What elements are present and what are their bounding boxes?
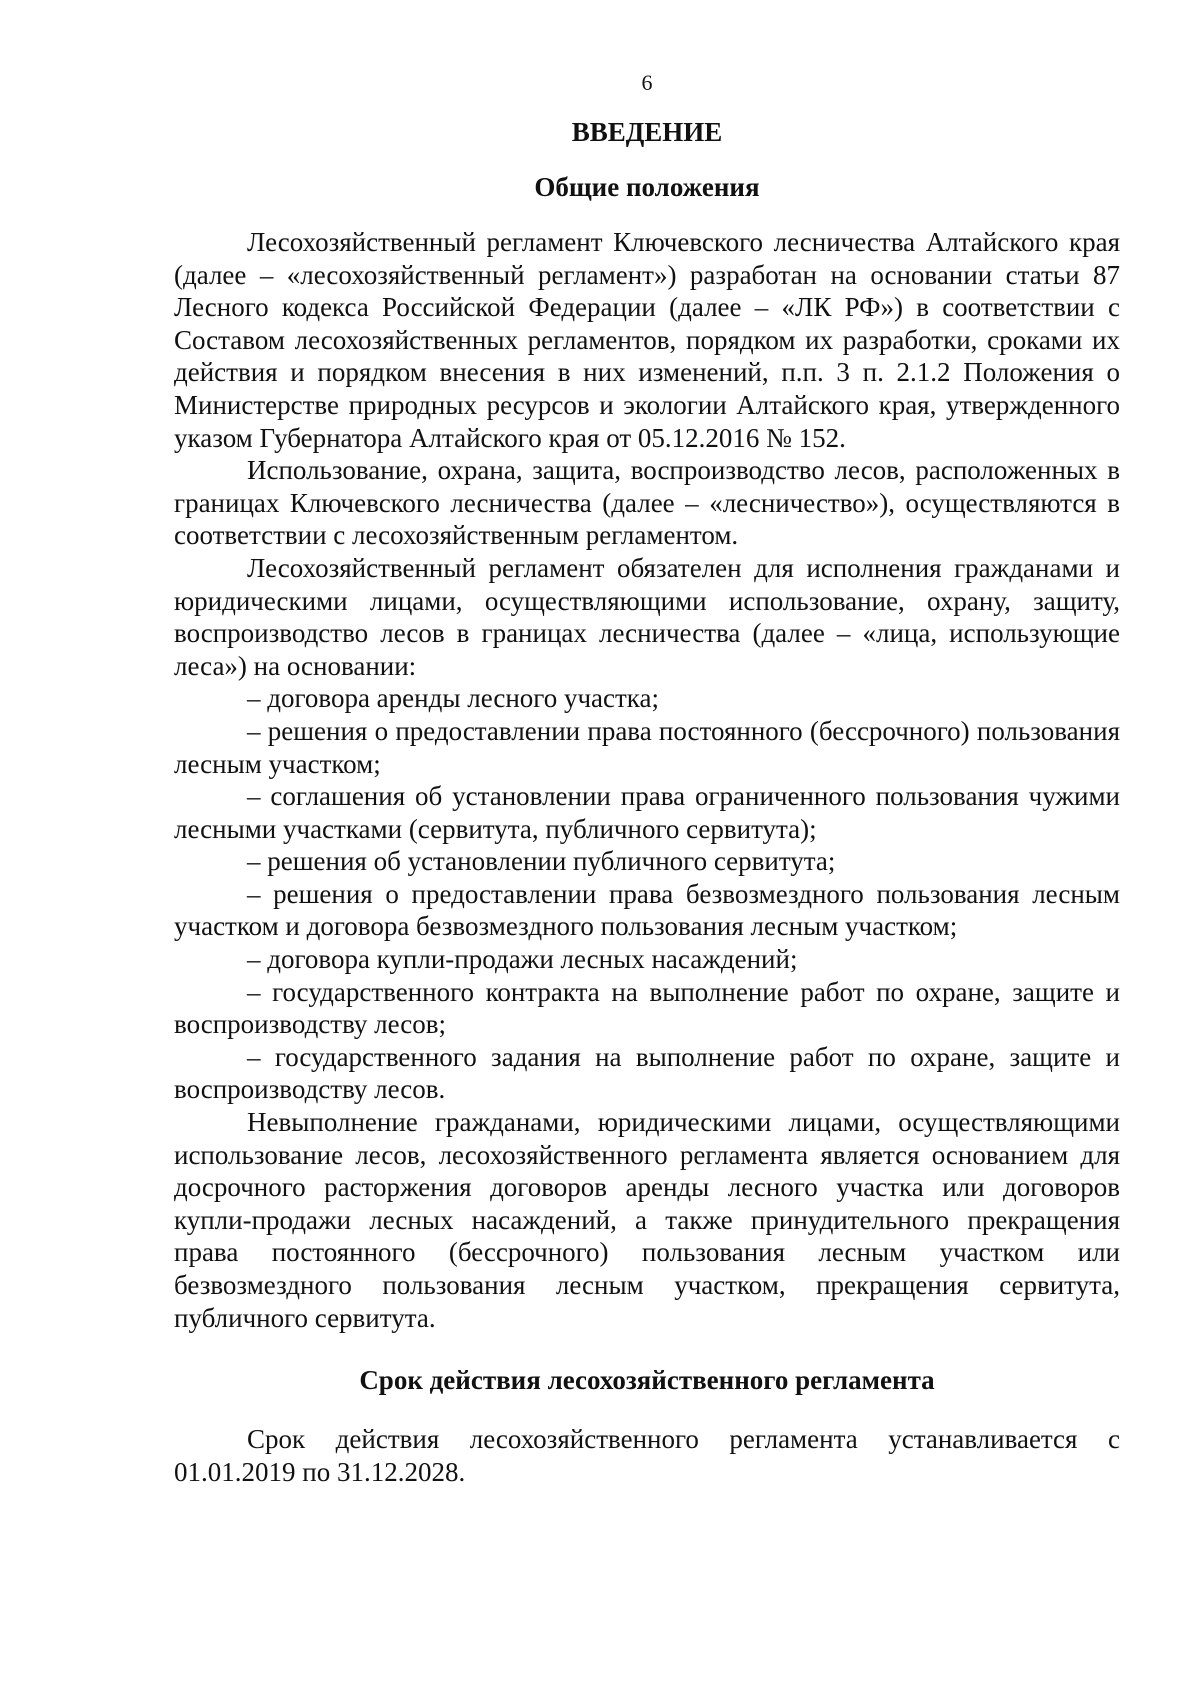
list-item-state-contract: – государственного контракта на выполнение работ по охране, защите и воспроизводству лесов; xyxy=(174,976,1120,1040)
list-item-state-assignment: – государственного задания на выполнение работ по охране, защите и воспроизводству лесов. xyxy=(174,1041,1120,1105)
page-number: 6 xyxy=(641,70,653,95)
paragraph-non-compliance: Невыполнение гражданами, юридическими лицами, осуществляющими использование лесов, лесохозяйственного регламента является основанием для досрочного расторжения договоров аренды лесного участка или договоров купли-продажи лесных насаждений, а также принудительного прекращения права постоянного (бессрочного) пользования лесным участком или безвозмездного пользования лесным участком, прекращения сервитута, публичного сервитута. xyxy=(174,1107,1120,1333)
paragraph-forest-use: Использование, охрана, защита, воспроизводство лесов, расположенных в границах Ключевского лесничества (далее – «лесничество»), осуществляются в соответствии с лесохозяйственным регламентом. xyxy=(174,455,1120,551)
list-item-public-easement: – решения об установлении публичного сервитута; xyxy=(247,846,836,877)
list-item-permanent-use: – решения о предоставлении права постоянного (бессрочного) пользования лесным участком; xyxy=(174,715,1120,779)
paragraph-term: Срок действия лесохозяйственного регламента устанавливается с 01.01.2019 по 31.12.2028. xyxy=(174,1424,1120,1487)
list-item-free-use: – решения о предоставлении права безвозмездного пользования лесным участком и договора безвозмездного пользования лесным участком; xyxy=(174,878,1120,942)
list-item-lease: – договора аренды лесного участка; xyxy=(247,683,659,714)
document-page xyxy=(174,70,1120,1488)
section-heading-term: Срок действия лесохозяйственного регламента xyxy=(359,1365,935,1396)
list-item-sale-contract: – договора купли-продажи лесных насаждений; xyxy=(247,944,798,975)
paragraph-regulation-basis: Лесохозяйственный регламент Ключевского лесничества Алтайского края (далее – «лесохозяйственный регламент») разработан на основании статьи 87 Лесного кодекса Российской Федерации (далее – «ЛК РФ») в соответствии с Составом лесохозяйственных регламентов, порядком их разработки, сроками их действия и порядком внесения в них изменений, п.п. 3 п. 2.1.2 Положения о Министерстве природных ресурсов и экологии Алтайского края, утвержденного указом Губернатора Алтайского края от 05.12.2016 № 152. xyxy=(174,227,1120,453)
list-item-easement-agreement: – соглашения об установлении права ограниченного пользования чужими лесными участками (сервитута, публичного сервитута); xyxy=(174,781,1120,844)
paragraph-obligation: Лесохозяйственный регламент обязателен для исполнения гражданами и юридическими лицами, осуществляющими использование, охрану, защиту, воспроизводство лесов в границах лесничества (далее – «лица, использующие леса») на основании: xyxy=(174,552,1120,681)
document-title: ВВЕДЕНИЕ xyxy=(571,117,723,147)
section-heading-general: Общие положения xyxy=(534,172,760,202)
